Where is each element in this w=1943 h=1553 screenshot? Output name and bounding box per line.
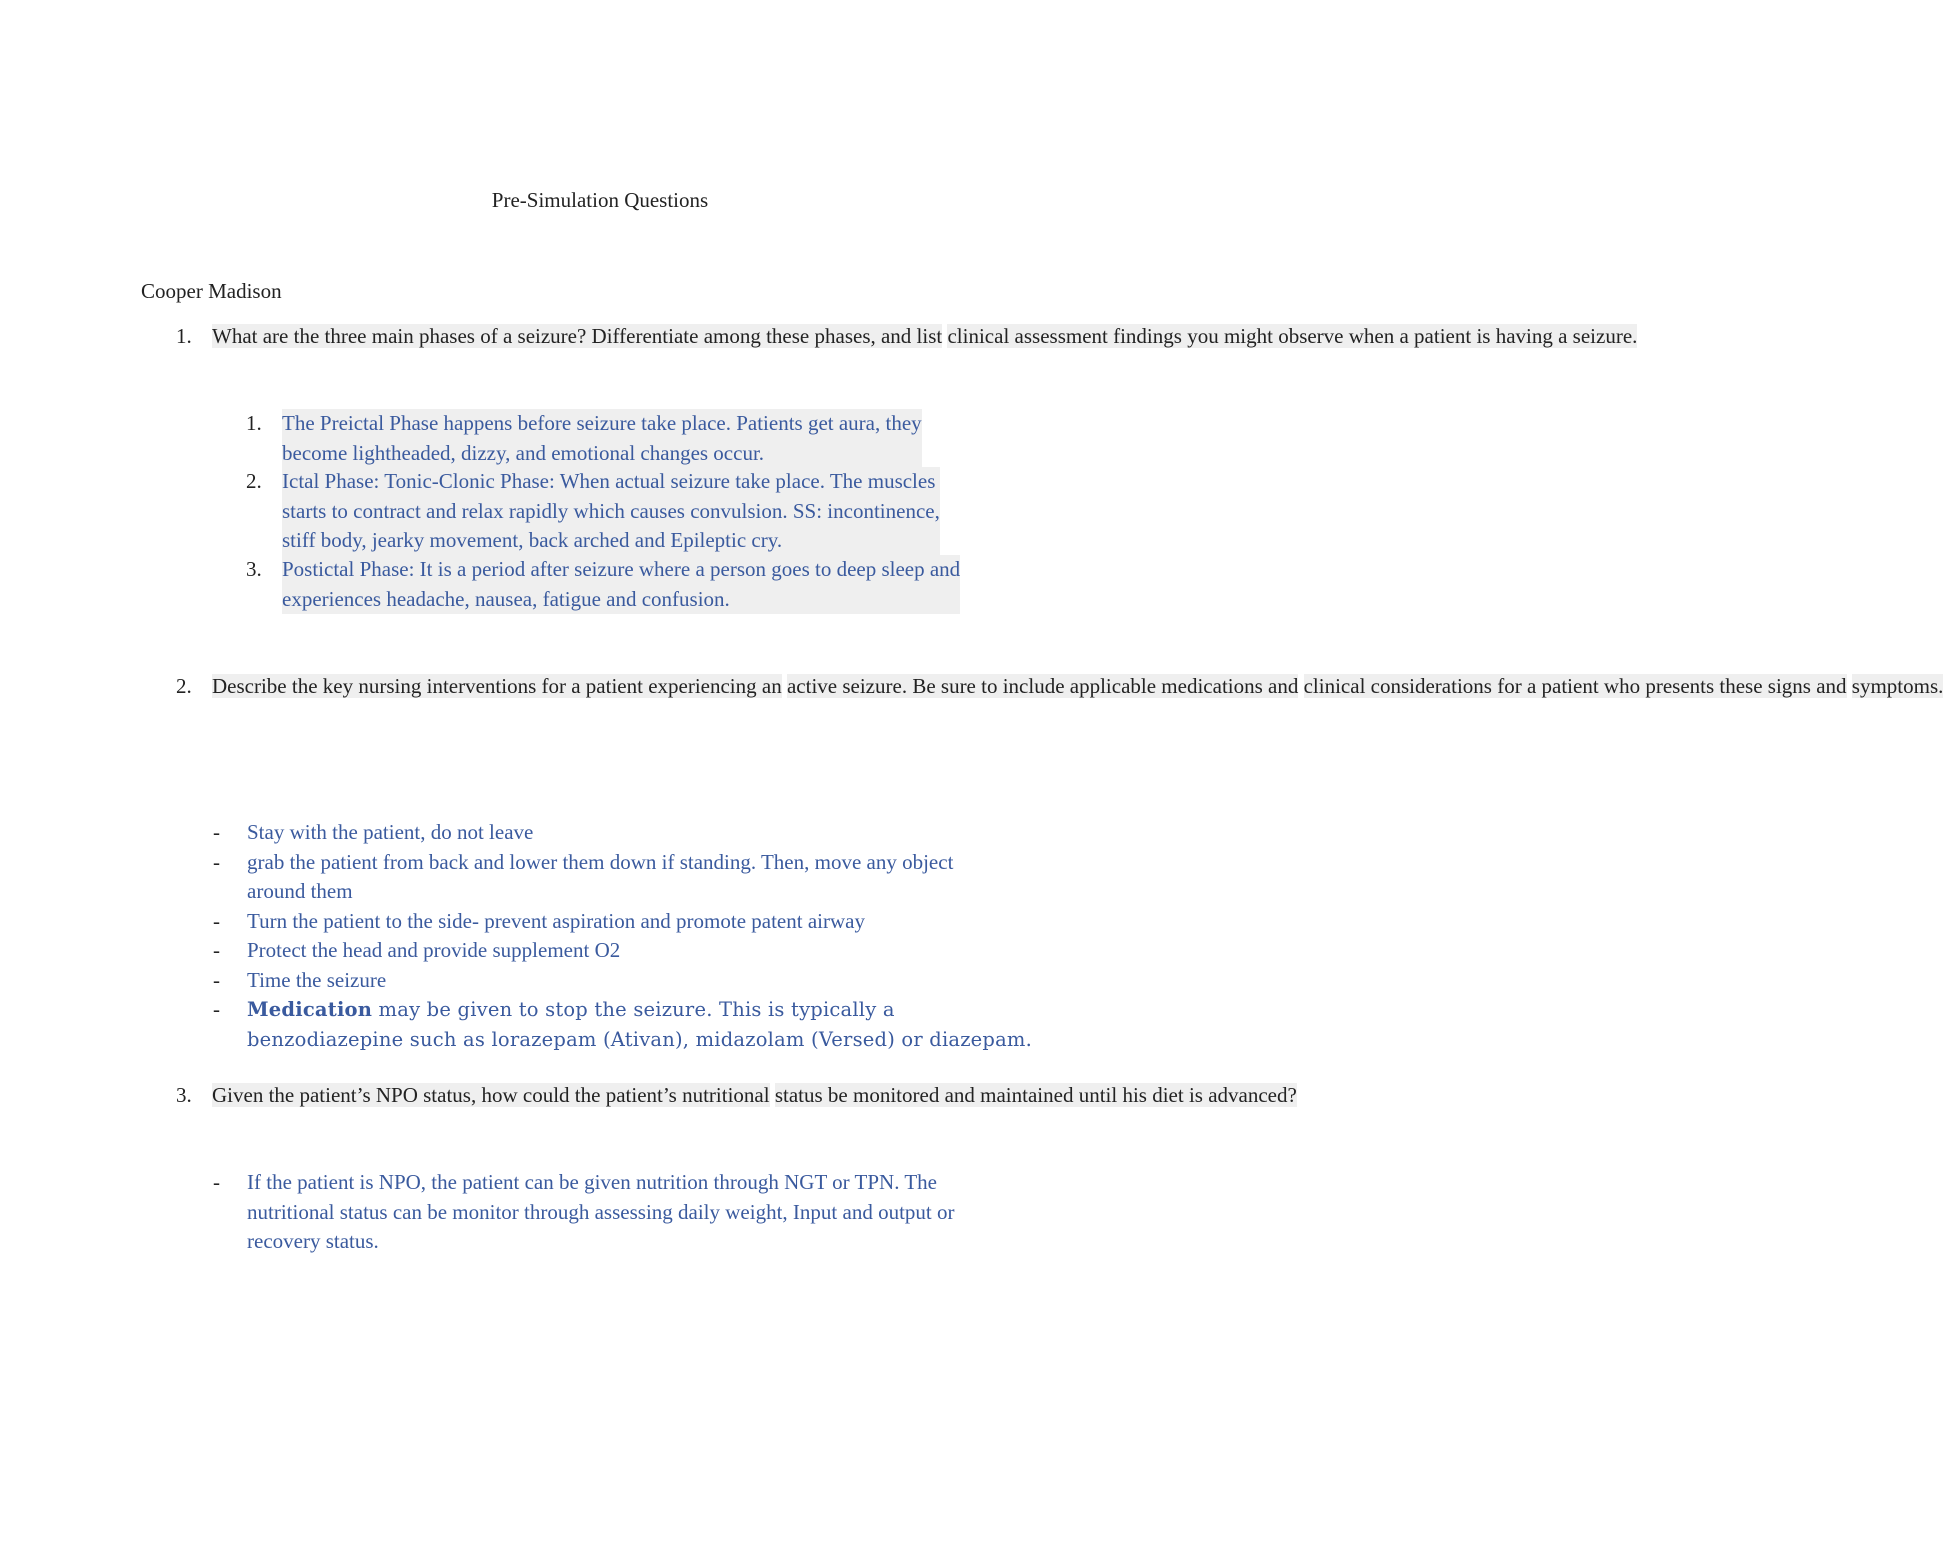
list-marker: - bbox=[213, 820, 220, 844]
answer-line: Turn the patient to the side- prevent aspiration and promote patent airway bbox=[247, 908, 865, 933]
list-item bbox=[213, 907, 865, 937]
bold-term: Medication bbox=[247, 998, 373, 1021]
question-text bbox=[212, 672, 1943, 702]
list-marker: - bbox=[213, 938, 220, 962]
answer-line: Postictal Phase: It is a period after seizure where a person goes to deep sleep and bbox=[282, 555, 960, 585]
question-line: clinical assessment findings you might observe when a patient is having a seizure. bbox=[947, 324, 1638, 348]
list-item bbox=[213, 848, 954, 907]
answer-line: Time the seizure bbox=[247, 967, 387, 992]
question-number: 3. bbox=[176, 1083, 192, 1107]
list-item bbox=[246, 409, 922, 468]
question-text bbox=[212, 1081, 1297, 1111]
list-item bbox=[213, 1168, 955, 1257]
answer-line: recovery status. bbox=[247, 1229, 379, 1253]
answer-line: become lightheaded, dizzy, and emotional changes occur. bbox=[282, 439, 922, 469]
question-line: Describe the key nursing interventions for a patient experiencing an bbox=[212, 674, 782, 698]
question-line: What are the three main phases of a seizure? Differentiate among these phases, and list bbox=[212, 324, 943, 348]
answer-line: Protect the head and provide supplement O2 bbox=[247, 938, 621, 962]
answer-line: starts to contract and relax rapidly which causes convulsion. SS: incontinence, bbox=[282, 497, 940, 527]
list-marker: - bbox=[213, 1170, 220, 1194]
question-line: Given the patient’s NPO status, how could the patient’s nutritional bbox=[212, 1083, 770, 1107]
answer-line: benzodiazepine such as lorazepam (Ativan), midazolam (Versed) or diazepam. bbox=[247, 1027, 1033, 1051]
list-marker: - bbox=[213, 908, 220, 933]
list-marker: - bbox=[213, 967, 220, 992]
answer-line: may be given to stop the seizure. This is typically a bbox=[372, 998, 895, 1021]
question-line: active seizure. Be sure to include applicable medications and bbox=[786, 674, 1299, 698]
question-number: 2. bbox=[176, 674, 192, 698]
question-line: clinical considerations for a patient who presents these signs and bbox=[1303, 674, 1847, 698]
list-item bbox=[213, 818, 534, 848]
answer-line: If the patient is NPO, the patient can be given nutrition through NGT or TPN. The bbox=[247, 1170, 937, 1194]
question-number: 1. bbox=[176, 324, 192, 348]
question-line: status be monitored and maintained until his diet is advanced? bbox=[774, 1083, 1297, 1107]
answer-line: around them bbox=[247, 879, 353, 903]
answer-line: stiff body, jearky movement, back arched and Epileptic cry. bbox=[282, 526, 940, 556]
list-item bbox=[213, 966, 387, 996]
answer-line: grab the patient from back and lower them down if standing. Then, move any object bbox=[247, 849, 954, 874]
answer-line: nutritional status can be monitor through assessing daily weight, Input and output or bbox=[247, 1199, 955, 1224]
answer-line: Stay with the patient, do not leave bbox=[247, 820, 534, 844]
list-marker: - bbox=[213, 849, 220, 874]
list-item bbox=[213, 995, 1033, 1054]
question-line: symptoms. bbox=[1851, 674, 1943, 698]
list-marker: 3. bbox=[246, 557, 262, 581]
page-title: Pre-Simulation Questions bbox=[491, 188, 709, 212]
list-item bbox=[246, 555, 961, 614]
answer-line: Ictal Phase: Tonic-Clonic Phase: When actual seizure take place. The muscles bbox=[282, 467, 940, 497]
list-item bbox=[213, 936, 621, 966]
list-item bbox=[246, 467, 940, 556]
list-marker: 1. bbox=[246, 411, 262, 435]
list-marker: 2. bbox=[246, 469, 262, 493]
list-marker: - bbox=[213, 997, 221, 1021]
answer-line: The Preictal Phase happens before seizure take place. Patients get aura, they bbox=[282, 409, 922, 439]
answer-line: experiences headache, nausea, fatigue and confusion. bbox=[282, 585, 960, 615]
question-text bbox=[212, 322, 1637, 352]
author-name: Cooper Madison bbox=[141, 279, 282, 303]
